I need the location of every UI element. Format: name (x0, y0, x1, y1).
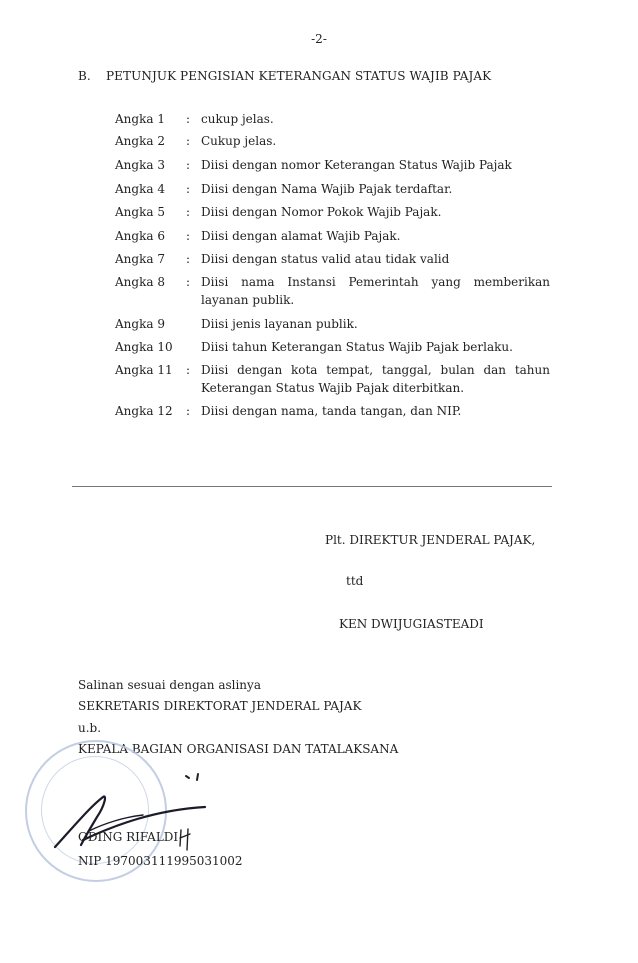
row-text: Diisi dengan status valid atau tidak valid (201, 252, 450, 266)
row-label: Angka 4 (115, 182, 165, 196)
row-text: Cukup jelas. (201, 134, 277, 148)
row-text: Diisi dengan Nama Wajib Pajak terdaftar. (201, 182, 453, 196)
row-colon: : (186, 134, 191, 148)
copy-position: KEPALA BAGIAN ORGANISASI DAN TATALAKSANA (78, 742, 399, 756)
row-colon: : (186, 158, 191, 172)
initial-mark (175, 826, 199, 852)
row-label: Angka 8 (115, 275, 165, 289)
row-label: Angka 3 (115, 158, 165, 172)
row-colon: : (186, 252, 191, 266)
row-label: Angka 2 (115, 134, 165, 148)
section-letter: B. (78, 69, 91, 83)
row-text: Diisi dengan alamat Wajib Pajak. (201, 229, 401, 243)
row-text: Diisi dengan Nomor Pokok Wajib Pajak. (201, 205, 442, 219)
row-text-continued: layanan publik. (201, 293, 295, 307)
row-colon: : (186, 229, 191, 243)
row-colon: : (186, 275, 191, 289)
row-text: Diisi dengan kota tempat, tanggal, bulan dan tahun (201, 363, 550, 377)
row-text: cukup jelas. (201, 112, 274, 126)
row-colon: : (186, 404, 191, 418)
row-text-continued: Keterangan Status Wajib Pajak diterbitkan. (201, 381, 465, 395)
signatory-name: KEN DWIJUGIASTEADI (339, 617, 484, 631)
copy-official-name: ODING RIFALDI (78, 830, 179, 844)
row-colon: : (186, 112, 191, 126)
row-text: Diisi nama Instansi Pemerintah yang memberikan (201, 275, 550, 289)
row-label: Angka 12 (115, 404, 173, 418)
signatory-position: Plt. DIREKTUR JENDERAL PAJAK, (325, 533, 536, 547)
signature-mark (183, 770, 203, 784)
row-colon: : (186, 205, 191, 219)
row-label: Angka 7 (115, 252, 165, 266)
row-label: Angka 10 (115, 340, 173, 354)
row-label: Angka 1 (115, 112, 165, 126)
row-text: Diisi dengan nomor Keterangan Status Wajib Pajak (201, 158, 512, 172)
row-colon: : (186, 182, 191, 196)
copy-official-nip: NIP 197003111995031002 (78, 854, 243, 868)
row-label: Angka 9 (115, 317, 165, 331)
copy-note: Salinan sesuai dengan aslinya (78, 678, 261, 692)
row-colon: : (186, 363, 191, 377)
signatory-ttd: ttd (346, 574, 364, 588)
copy-office: SEKRETARIS DIREKTORAT JENDERAL PAJAK (78, 699, 362, 713)
row-label: Angka 5 (115, 205, 165, 219)
row-label: Angka 6 (115, 229, 165, 243)
row-label: Angka 11 (115, 363, 173, 377)
row-text: Diisi jenis layanan publik. (201, 317, 358, 331)
copy-ub: u.b. (78, 721, 102, 735)
row-text: Diisi tahun Keterangan Status Wajib Pajak berlaku. (201, 340, 513, 354)
row-text: Diisi dengan nama, tanda tangan, dan NIP. (201, 404, 462, 418)
divider-line (72, 486, 552, 487)
section-title: PETUNJUK PENGISIAN KETERANGAN STATUS WAJIB PAJAK (106, 69, 492, 83)
page-number: -2- (311, 32, 327, 46)
